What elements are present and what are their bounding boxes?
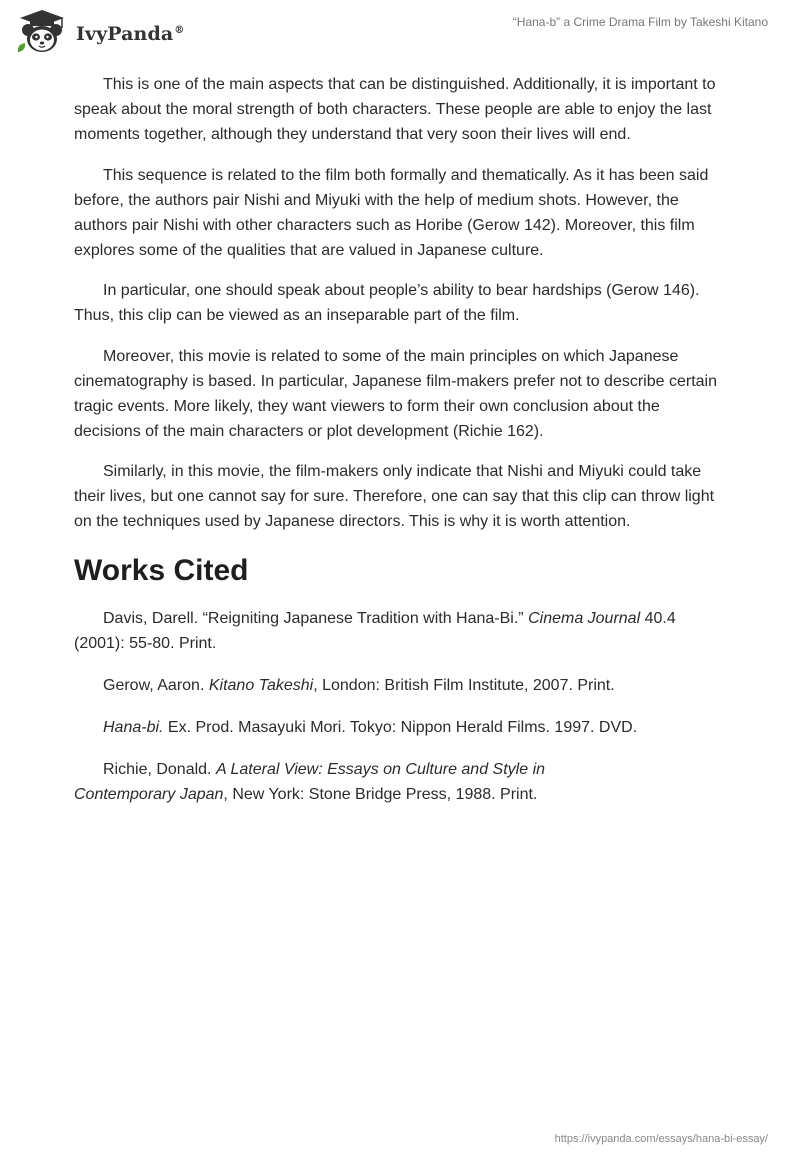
page-header xyxy=(0,0,800,60)
citation-entry xyxy=(74,715,726,740)
body-paragraph: Moreover, this movie is related to some of the main principles on which Japanese cinematography is based. In particular, Japanese film-makers prefer not to describe certain tragic events. More likely, they want viewers to form their own conclusion about the decisions of the main characters or plot development (Richie 162). xyxy=(74,347,717,440)
body-paragraph: This sequence is related to the film both formally and thematically. As it has been said before, the authors pair Nishi and Miyuki with the help of medium shots. However, the authors pair Nishi with other characters such as Horibe (Gerow 142). Moreover, this film explores some of the qualities that are valued in Japanese culture. xyxy=(74,166,709,259)
citation-entry xyxy=(74,606,726,656)
source-url[interactable]: https://ivypanda.com/essays/hana-bi-essay/ xyxy=(554,1133,768,1145)
citation-title: A Lateral View: Essays on Culture and Style in Contemporary Japan xyxy=(74,761,546,803)
body-paragraph: This is one of the main aspects that can be distinguished. Additionally, it is important to speak about the moral strength of both characters. These people are able to enjoy the last moments together, although they understand that very soon their lives will end. xyxy=(74,76,716,143)
citation-entry xyxy=(74,757,574,807)
citation-text: , London: British Film Institute, 2007. Print. xyxy=(313,677,615,694)
citation-text: 40.4 (2001): 55-80. Print. xyxy=(74,610,676,652)
document-title: “Hana-b” a Crime Drama Film by Takeshi Kitano xyxy=(512,15,768,29)
citation-text: Davis, Darell. “Reigniting Japanese Tradition with Hana-Bi.” xyxy=(103,610,529,627)
citation-text: Ex. Prod. Masayuki Mori. Tokyo: Nippon Herald Films. 1997. DVD. xyxy=(163,719,638,736)
citation-entry xyxy=(74,673,726,698)
citation-title: Hana-bi. xyxy=(103,719,164,736)
citation-title: Cinema Journal xyxy=(528,610,641,627)
body-paragraph: Similarly, in this movie, the film-makers only indicate that Nishi and Miyuki could take their lives, but one cannot say for sure. Therefore, one can say that this clip can throw light on the techniques used by Japanese directors. This is why it is worth attention. xyxy=(74,463,715,530)
brand-name: IvyPanda® xyxy=(76,23,185,45)
ivypanda-logo[interactable] xyxy=(14,8,184,56)
citation-text: , New York: Stone Bridge Press, 1988. Print. xyxy=(223,786,538,803)
citation-text: Richie, Donald. xyxy=(103,761,216,778)
works-cited-heading: Works Cited xyxy=(74,554,249,587)
citation-text: Gerow, Aaron. xyxy=(103,677,209,694)
citation-title: Kitano Takeshi xyxy=(208,677,314,694)
body-paragraph: In particular, one should speak about people’s ability to bear hardships (Gerow 146). Thus, this clip can be viewed as an inseparable part of the film. xyxy=(74,282,700,324)
essay-content xyxy=(74,72,726,824)
panda-graduate-icon xyxy=(14,8,70,56)
registered-mark: ® xyxy=(174,24,185,36)
